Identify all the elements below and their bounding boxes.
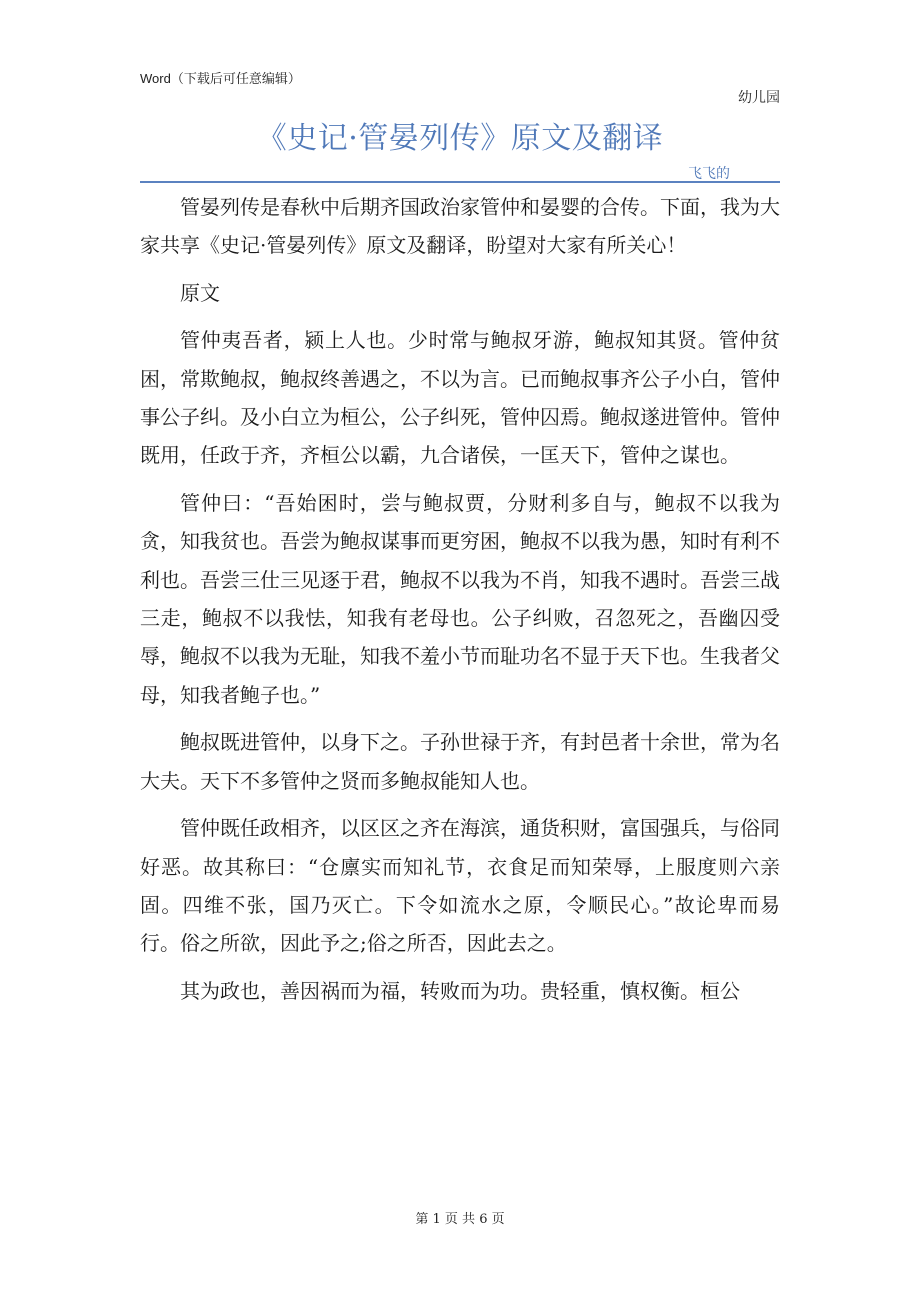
paragraph-heading-original: 原文 [180, 280, 220, 305]
paragraph: 管仲夷吾者，颍上人也。少时常与鲍叔牙游，鲍叔知其贤。管仲贫困，常欺鲍叔，鲍叔终善遇之，不以为言。已而鲍叔事齐公子小白，管仲事公子纠。及小白立为桓公，公子纠死，管仲囚焉。鲍叔遂进管仲。管仲既用，任政于齐，齐桓公以霸，九合诸侯，一匡天下，管仲之谋也。 [140, 328, 780, 468]
author-name: 飞飞的 [688, 166, 730, 182]
page-number: 第 1 页 共 6 页 [415, 1212, 505, 1227]
header-left-text: Word（下载后可任意编辑） [140, 71, 301, 86]
paragraph: 其为政也，善因祸而为福，转败而为功。贵轻重，慎权衡。桓公 [180, 978, 740, 1003]
document-body [140, 188, 780, 1019]
paragraph: 鲍叔既进管仲，以身下之。子孙世禄于齐，有封邑者十余世，常为名大夫。天下不多管仲之贤而多鲍叔能知人也。 [140, 730, 780, 793]
paragraph: 管仲既任政相齐，以区区之齐在海滨，通货积财，富国强兵，与俗同好恶。故其称曰：“仓廪实而知礼节，衣食足而知荣辱，上服度则六亲固。四维不张，国乃灭亡。下令如流水之原，令顺民心。”故论卑而易行。俗之所欲，因此予之;俗之所否，因此去之。 [140, 816, 780, 956]
paragraph: 管仲曰：“吾始困时，尝与鲍叔贾，分财利多自与，鲍叔不以我为贪，知我贫也。吾尝为鲍叔谋事而更穷困，鲍叔不以我为愚，知时有利不利也。吾尝三仕三见逐于君，鲍叔不以我为不肖，知我不遇时。吾尝三战三走，鲍叔不以我怯，知我有老母也。公子纠败，召忽死之，吾幽囚受辱，鲍叔不以我为无耻，知我不羞小节而耻功名不显于天下也。生我者父母，知我者鲍子也。” [140, 490, 780, 707]
header-right-text: 幼儿园 [738, 90, 780, 106]
paragraph-intro: 管晏列传是春秋中后期齐国政治家管仲和晏婴的合传。下面，我为大家共享《史记·管晏列传》原文及翻译，盼望对大家有所关心！ [140, 195, 780, 258]
document-title: 《史记·管晏列传》原文及翻译 [256, 121, 664, 156]
title-divider [140, 181, 780, 183]
